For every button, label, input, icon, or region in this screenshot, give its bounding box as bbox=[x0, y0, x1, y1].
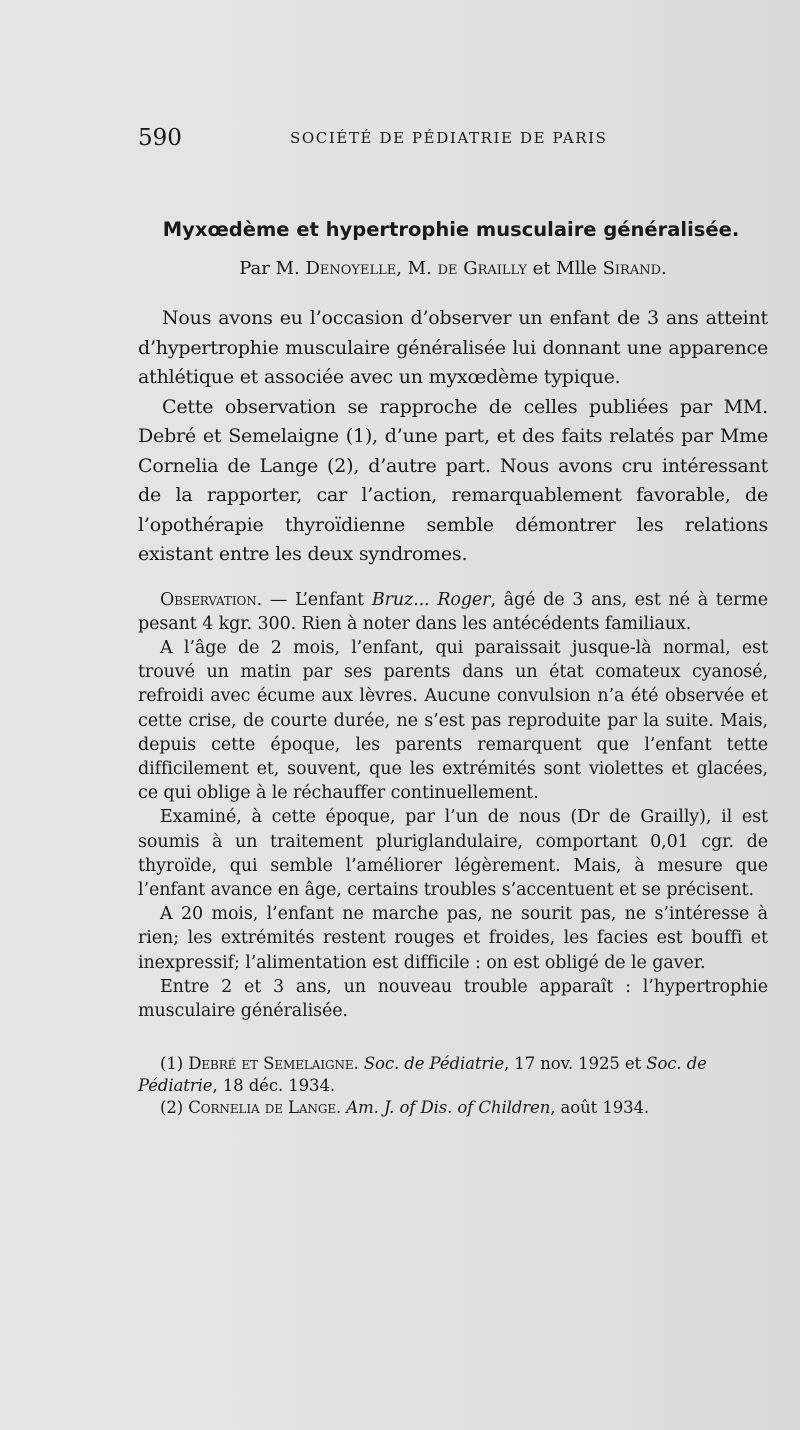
observation-paragraph: A l’âge de 2 mois, l’enfant, qui paraissait jusque-là normal, est trouvé un matin par ses parents dans un état comateux cyanosé, refroidi avec écume aux lèvres. Aucune convulsion n’a été observée et cette crise, de courte durée, ne s’est pas reproduite par la suite. Mais, depuis cette époque, les parents remarquent que l’enfant tette difficilement et, souvent, que les extrémités sont violettes et glacées, ce qui oblige à le réchauffer continuellement. bbox=[138, 637, 768, 804]
observation-opening-paragraph bbox=[138, 588, 768, 636]
observation-paragraph: Entre 2 et 3 ans, un nouveau trouble apparaît : l’hypertrophie musculaire généralisée. bbox=[138, 976, 768, 1021]
footnotes bbox=[138, 1053, 768, 1119]
observation-section bbox=[138, 588, 768, 1024]
intro-paragraph: Nous avons eu l’occasion d’observer un enfant de 3 ans atteint d’hypertrophie musculaire généralisée lui donnant une apparence athlétique et associée avec un myxœdème typique. bbox=[138, 307, 768, 388]
author-end: . bbox=[661, 258, 667, 279]
observation-paragraph: A 20 mois, l’enfant ne marche pas, ne sourit pas, ne s’intéresse à rien; les extrémités restent rouges et froides, les facies est bouffi et inexpressif; l’alimentation est difficile : on est obligé de le gaver. bbox=[138, 904, 768, 973]
observation-rest: , âgé de 3 ans, est né à terme pesant 4 kgr. 300. Rien à noter dans les antécédents familiaux. bbox=[138, 589, 769, 634]
footnote-separator: . bbox=[353, 1054, 364, 1074]
footnote-marker: (1) bbox=[160, 1054, 189, 1074]
footnote-authors: Debré et Semelaigne bbox=[188, 1054, 354, 1074]
author-prefix: Par M. bbox=[239, 258, 306, 279]
author-separator: , M. bbox=[396, 258, 438, 279]
footnote bbox=[138, 1097, 768, 1119]
author-particle: de bbox=[437, 258, 458, 279]
patient-name: Bruz... bbox=[371, 589, 430, 610]
author-denoyelle: Denoyelle bbox=[305, 258, 397, 279]
footnote-journal: Am. J. of Dis. of Children bbox=[346, 1098, 551, 1118]
footnote-date: , août 1934. bbox=[550, 1098, 650, 1118]
footnote-journal: Soc. de Pédiatrie bbox=[138, 1054, 707, 1096]
author-line bbox=[138, 254, 768, 284]
observation-label: Observation bbox=[160, 589, 257, 610]
page-header bbox=[138, 124, 628, 152]
page-number: 590 bbox=[138, 125, 182, 151]
footnote-date: , 18 déc. 1934. bbox=[212, 1076, 335, 1096]
patient-name: Roger bbox=[437, 589, 491, 610]
author-separator: et Mlle bbox=[526, 258, 603, 279]
footnote-date: , 17 nov. 1925 et bbox=[504, 1054, 647, 1074]
footnote-authors: Cornelia de Lange bbox=[188, 1098, 336, 1118]
author-grailly: Grailly bbox=[463, 258, 527, 279]
footnote-marker: (2) bbox=[160, 1098, 189, 1118]
observation-intro: . — L’enfant bbox=[256, 589, 372, 610]
footnote-separator: . bbox=[336, 1098, 347, 1118]
introduction bbox=[138, 304, 768, 570]
footnote bbox=[138, 1053, 768, 1097]
author-sirand: Sirand bbox=[602, 258, 662, 279]
intro-paragraph: Cette observation se rapproche de celles publiées par MM. Debré et Semelaigne (1), d’une part, et des faits relatés par Mme Cornelia de Lange (2), d’autre part. Nous avons cru intéressant de la rapporter, car l’action, remarquablement favorable, de l’opothérapie thyroïdienne semble démontrer les relations existant entre les deux syndromes. bbox=[138, 395, 768, 565]
observation-paragraph: Examiné, à cette époque, par l’un de nous (Dr de Grailly), il est soumis à un traitement pluriglandulaire, comportant 0,01 cgr. de thyroïde, qui semble l’améliorer légèrement. Mais, à mesure que l’enfant avance en âge, certains troubles s’accentuent et se précisent. bbox=[138, 807, 768, 900]
footnote-journal: Soc. de Pédiatrie bbox=[363, 1054, 505, 1074]
running-head: SOCIÉTÉ DE PÉDIATRIE DE PARIS bbox=[290, 129, 608, 147]
article bbox=[138, 206, 768, 1119]
article-title: Myxœdème et hypertrophie musculaire généralisée. bbox=[162, 218, 740, 241]
